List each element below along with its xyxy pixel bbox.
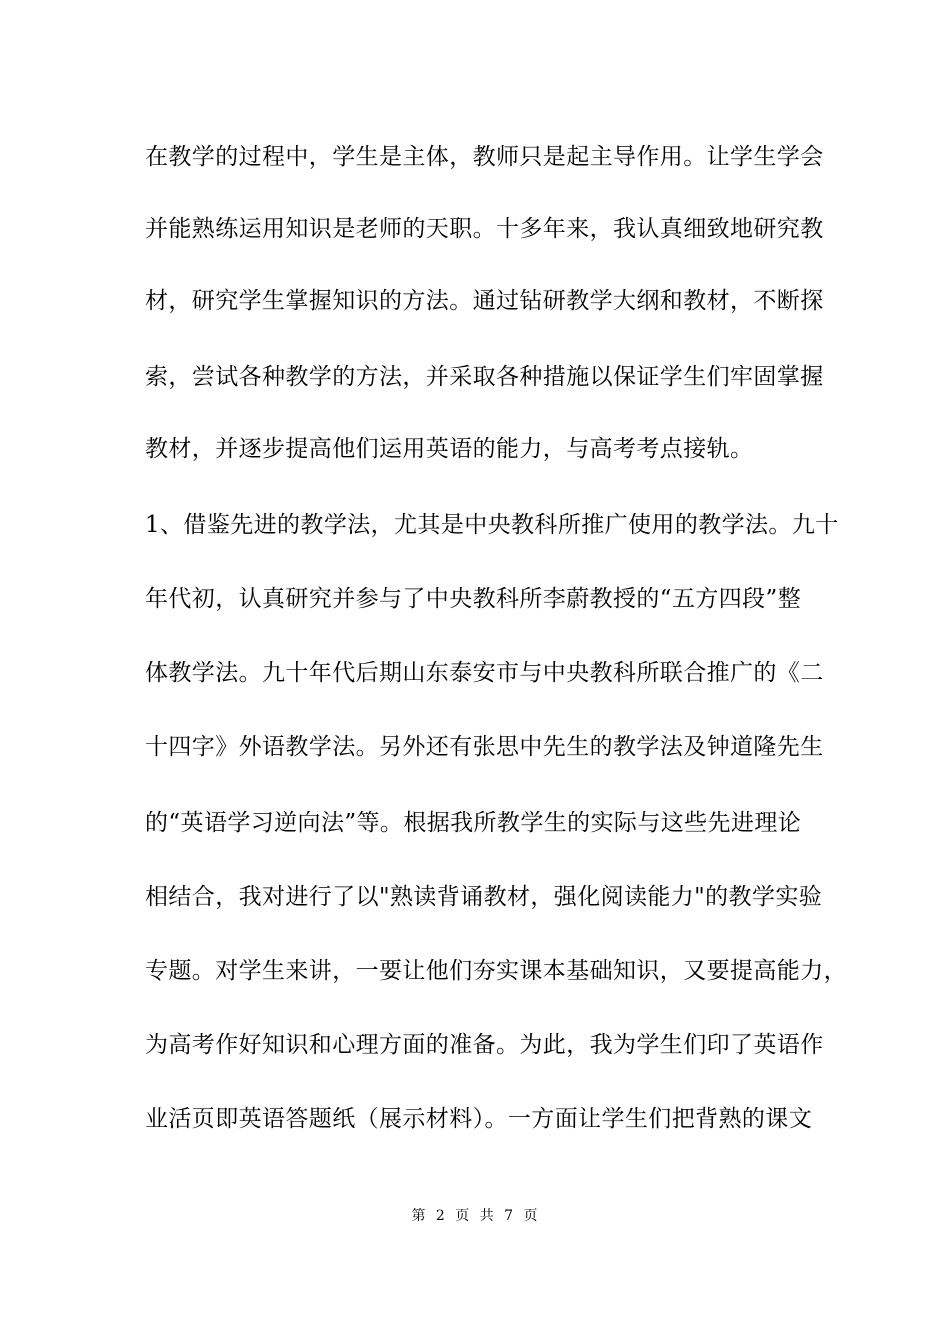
body-text-line-2: 并能熟练运用知识是老师的天职。十多年来，我认真细致地研究教 bbox=[145, 216, 824, 242]
footer-total-word: 共 bbox=[479, 1208, 495, 1224]
footer-prefix: 第 bbox=[411, 1208, 427, 1224]
footer-current-page: 2 bbox=[435, 1208, 446, 1224]
body-text-line-4: 索，尝试各种教学的方法，并采取各种措施以保证学生们牢固掌握 bbox=[145, 364, 824, 390]
page-footer bbox=[0, 1207, 950, 1225]
body-text-line-7: 年代初，认真研究并参与了中央教科所李蔚教授的“五方四段”整 bbox=[145, 586, 802, 612]
body-text-line-12: 专题。对学生来讲，一要让他们夯实课本基础知识，又要提高能力， bbox=[145, 958, 847, 984]
body-text-line-11: 相结合，我对进行了以"熟读背诵教材，强化阅读能力"的教学实验 bbox=[145, 884, 823, 910]
body-text-line-5: 教材，并逐步提高他们运用英语的能力，与高考考点接轨。 bbox=[145, 436, 754, 462]
body-text-line-8: 体教学法。九十年代后期山东泰安市与中央教科所联合推广的《二 bbox=[145, 660, 824, 686]
footer-suffix: 页 bbox=[523, 1208, 539, 1224]
footer-page-word: 页 bbox=[455, 1208, 471, 1224]
body-text-line-14: 业活页即英语答题纸（展示材料）。一方面让学生们把背熟的课文 bbox=[145, 1106, 813, 1132]
body-text-line-1: 在教学的过程中，学生是主体，教师只是起主导作用。让学生学会 bbox=[145, 144, 824, 170]
body-text-line-9: 十四字》外语教学法。另外还有张思中先生的教学法及钟道隆先生 bbox=[145, 734, 824, 760]
body-text-line-6: 1、借鉴先进的教学法，尤其是中央教科所推广使用的教学法。九十 bbox=[145, 512, 839, 538]
body-text-line-13: 为高考作好知识和心理方面的准备。为此，我为学生们印了英语作 bbox=[145, 1032, 824, 1058]
body-text-line-3: 材，研究学生掌握知识的方法。通过钻研教学大纲和教材，不断探 bbox=[145, 288, 824, 314]
footer-total-pages: 7 bbox=[504, 1208, 515, 1224]
body-text-line-10: 的“英语学习逆向法”等。根据我所教学生的实际与这些先进理论 bbox=[145, 810, 802, 836]
